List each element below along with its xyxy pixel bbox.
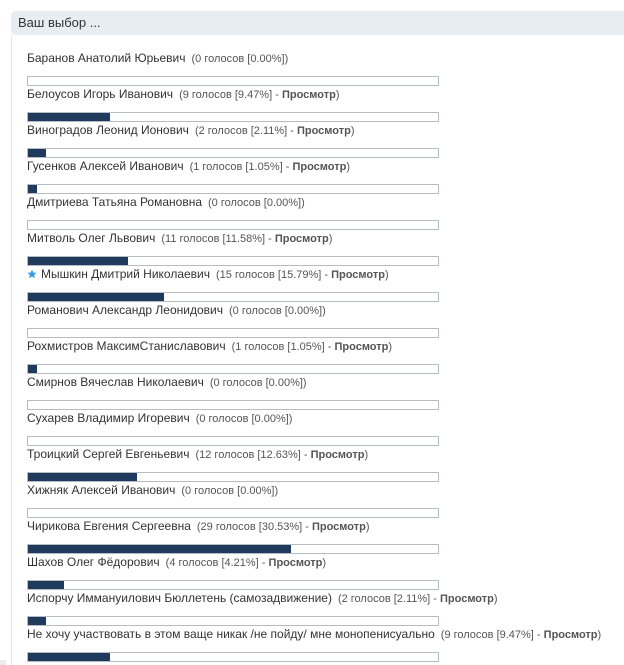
candidate-row — [27, 553, 624, 589]
view-link[interactable]: Просмотр — [281, 89, 336, 101]
candidate-row — [27, 121, 624, 157]
stats-close-paren: ) — [384, 269, 389, 281]
candidate-line — [27, 49, 624, 67]
candidate-name: Испорчу Иммануилович Бюллетень (самозадвижение) — [27, 591, 332, 605]
candidate-row — [27, 157, 624, 193]
vote-stats: (0 голосов [0.00%]) — [209, 377, 307, 389]
vote-bar-fill — [28, 653, 110, 661]
vote-stats: (0 голосов [0.00%]) — [228, 305, 326, 317]
view-link[interactable]: Просмотр — [331, 269, 385, 281]
candidate-line — [27, 409, 624, 427]
vote-stats: (12 голосов [12.63%] - — [195, 449, 311, 461]
candidate-line — [27, 193, 624, 211]
stats-close-paren: ) — [350, 125, 355, 137]
vote-stats: (4 голосов [4.21%] - — [165, 557, 269, 569]
vote-bar-fill — [28, 185, 37, 193]
stats-close-paren: ) — [364, 449, 369, 461]
candidate-name: Не хочу участвовать в этом ваще никак /не пойду/ мне монопенисуально — [27, 627, 435, 641]
stats-close-paren: ) — [335, 89, 340, 101]
vote-bar-fill — [28, 617, 46, 625]
candidate-line — [27, 373, 624, 391]
view-link[interactable]: Просмотр — [292, 161, 347, 173]
candidate-line — [27, 517, 624, 535]
candidate-name: Гусенков Алексей Иванович — [27, 159, 184, 173]
vote-stats: (2 голосов [2.11%] - — [337, 593, 440, 605]
candidate-row — [27, 49, 624, 85]
stats-close-paren: ) — [388, 341, 393, 353]
candidate-row — [27, 517, 624, 553]
candidate-name: Троицкий Сергей Евгеньевич — [27, 447, 190, 461]
stats-close-paren: ) — [493, 593, 498, 605]
star-icon — [27, 269, 37, 279]
vote-stats: (9 голосов [9.47%] - — [179, 89, 282, 101]
stats-close-paren: ) — [346, 161, 350, 173]
candidate-name: Романович Александр Леонидович — [27, 303, 223, 317]
candidate-row — [27, 85, 624, 121]
vote-bar-fill — [28, 149, 46, 157]
stats-close-paren: ) — [322, 557, 327, 569]
candidate-line — [27, 625, 624, 643]
candidate-row — [27, 265, 624, 301]
view-link[interactable]: Просмотр — [440, 593, 494, 605]
vote-bar-fill — [28, 581, 64, 589]
candidate-line — [27, 157, 624, 175]
candidate-row — [27, 409, 624, 445]
candidate-row — [27, 589, 624, 625]
candidate-row — [27, 193, 624, 229]
candidate-row — [27, 301, 624, 337]
vote-stats: (11 голосов [11.58%] - — [161, 233, 275, 245]
candidate-row — [27, 445, 624, 481]
candidate-line — [27, 301, 624, 319]
vote-bar-fill — [28, 293, 164, 301]
candidate-name: Баранов Анатолий Юрьевич — [27, 51, 186, 65]
vote-bar-fill — [28, 113, 110, 121]
vote-bar-fill — [28, 257, 128, 265]
candidate-line — [27, 265, 624, 283]
candidate-name: Хижняк Алексей Иванович — [27, 483, 176, 497]
stats-close-paren: ) — [365, 521, 370, 533]
candidate-line — [27, 85, 624, 103]
candidate-row — [27, 229, 624, 265]
view-link[interactable]: Просмотр — [296, 125, 351, 137]
candidate-row — [27, 625, 624, 661]
vote-bar-fill — [28, 473, 137, 481]
view-link[interactable]: Просмотр — [311, 521, 366, 533]
candidate-name: Мышкин Дмитрий Николаевич — [41, 267, 210, 281]
candidate-name: Смирнов Вячеслав Николаевич — [27, 375, 204, 389]
view-link[interactable]: Просмотр — [274, 233, 329, 245]
vote-bar-fill — [28, 545, 291, 553]
candidate-name: Митволь Олег Львович — [27, 231, 156, 245]
vote-stats: (0 голосов [0.00%]) — [208, 197, 305, 209]
candidate-name: Рохмистров МаксимСтаниславович — [27, 339, 226, 353]
candidate-line — [27, 445, 624, 463]
candidate-line — [27, 553, 624, 571]
candidate-line — [27, 337, 624, 355]
view-link[interactable]: Просмотр — [268, 557, 323, 569]
candidate-name: Белоусов Игорь Иванович — [27, 87, 174, 101]
view-link[interactable]: Просмотр — [543, 629, 598, 641]
vote-stats: (29 голосов [30.53%] - — [196, 521, 312, 533]
view-link[interactable]: Просмотр — [334, 341, 389, 353]
view-link[interactable]: Просмотр — [310, 449, 365, 461]
candidate-line — [27, 121, 624, 139]
panel-title: Ваш выбор ... — [11, 11, 624, 35]
vote-stats: (2 голосов [2.11%] - — [194, 125, 297, 137]
vote-bar-fill — [28, 365, 37, 373]
candidate-row — [27, 481, 624, 517]
vote-stats: (0 голосов [0.00%]) — [181, 485, 279, 497]
candidate-name: Шахов Олег Фёдорович — [27, 555, 160, 569]
candidate-line — [27, 589, 624, 607]
candidate-name: Сухарев Владимир Игоревич — [27, 411, 190, 425]
vote-stats: (1 голосов [1.05%] - — [231, 341, 335, 353]
candidate-name: Виноградов Леонид Ионович — [27, 123, 189, 137]
candidate-name: Дмитриева Татьяна Романовна — [27, 195, 203, 209]
vote-stats: (0 голосов [0.00%]) — [195, 413, 293, 425]
stats-close-paren: ) — [328, 233, 333, 245]
candidate-name: Чирикова Евгения Сергеевна — [27, 519, 191, 533]
vote-stats: (9 голосов [9.47%] - — [440, 629, 544, 641]
vote-stats: (1 голосов [1.05%] - — [189, 161, 293, 173]
panel-bottom-edge — [0, 660, 6, 665]
candidate-row — [27, 337, 624, 373]
stats-close-paren: ) — [597, 629, 602, 641]
candidate-line — [27, 481, 624, 499]
candidate-row — [27, 373, 624, 409]
candidate-line — [27, 229, 624, 247]
vote-bar-track — [27, 652, 439, 662]
vote-stats: (15 голосов [15.79%] - — [216, 269, 332, 281]
vote-stats: (0 голосов [0.00%]) — [191, 53, 289, 65]
